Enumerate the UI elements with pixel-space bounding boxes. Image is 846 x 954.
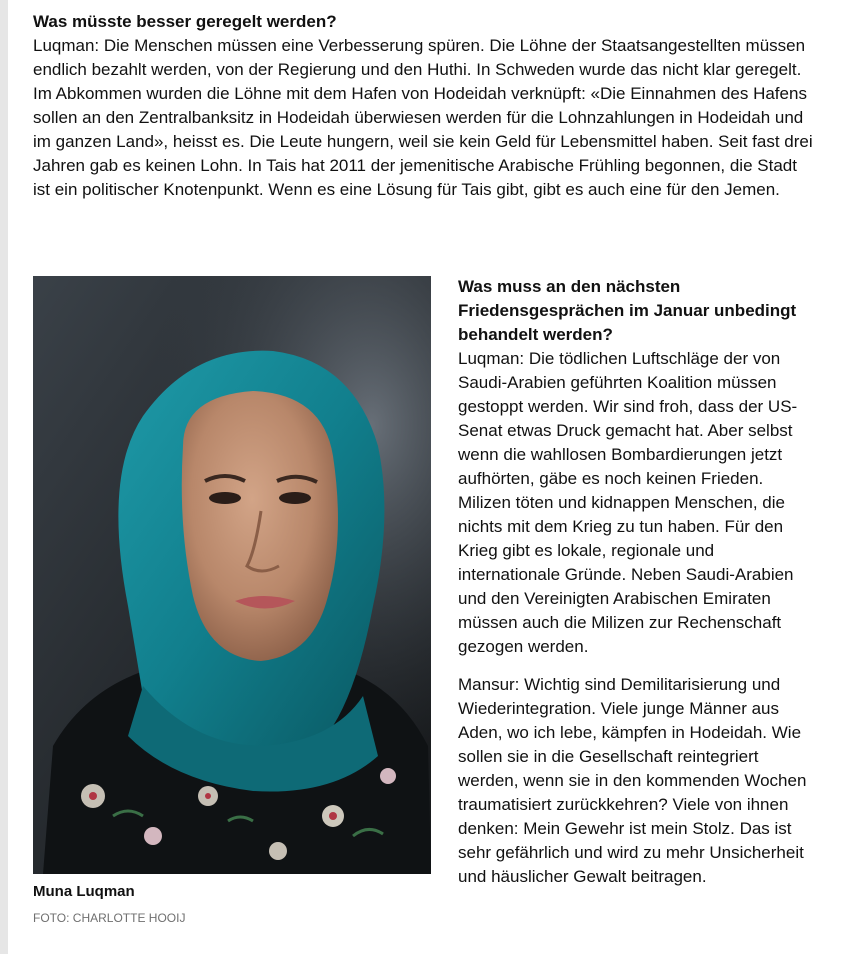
- portrait-figure: [33, 276, 431, 926]
- question-heading-salaries: Was müsste besser geregelt werden?: [33, 12, 337, 31]
- portrait-photo: [33, 276, 431, 874]
- answer-paragraph-luqman: Luqman: Die tödlichen Luftschläge der von Saudi-Arabien geführten Koalition müssen gestoppt werden. Wir sind froh, dass der US-Senat etwas Druck gemacht hat. Aber selbst wenn die wahllosen Bombardierungen jetzt aufhörten, gäbe es noch keinen Frieden. Milizen töten und kidnappen Menschen, die nichts mit dem Krieg zu tun haben. Für den Krieg gibt es lokale, regionale und internationale Gründe. Neben Saudi-Arabien und den Vereinigten Arabischen Emiraten müssen auch die Milizen zur Rechenschaft gezogen werden.: [458, 349, 798, 656]
- left-margin-rule: [0, 0, 8, 954]
- section-peace-talks: [458, 275, 818, 889]
- question-heading-peace-talks: Was muss an den nächsten Friedensgesprächen im Januar unbedingt behandelt werden?: [458, 277, 797, 344]
- photo-credit: FOTO: CHARLOTTE HOOIJ: [33, 911, 186, 925]
- answer-paragraph-salaries: Luqman: Die Menschen müssen eine Verbesserung spüren. Die Löhne der Staatsangestellten müssen endlich bezahlt werden, von der Regierung und den Huthi. In Schweden wurde das nicht klar geregelt. Im Abkommen wurden die Löhne mit dem Hafen von Hodeidah verknüpft: «Die Einnahmen des Hafens sollen an den Zentralbanksitz in Hodeidah überwiesen werden für die Lohnzahlungen in Hodeidah und im ganzen Land», heisst es. Die Leute hungern, weil sie kein Geld für Lebensmittel haben. Seit fast drei Jahren gab es keinen Lohn. In Tais hat 2011 der jemenitische Arabische Frühling begonnen, die Stadt ist ein politischer Knotenpunkt. Wenn es eine Lösung für Tais gibt, gibt es auch eine für den Jemen.: [33, 36, 813, 199]
- section-salaries: [33, 10, 813, 202]
- answer-paragraph-mansur: Mansur: Wichtig sind Demilitarisierung und Wiederintegration. Viele junge Männer aus Aden, wo ich lebe, kämpfen in Hodeidah. Wie sollen sie in die Gesellschaft reintegriert werden, wenn sie in den kommenden Wochen traumatisiert zurückkehren? Viele von ihnen denken: Mein Gewehr ist mein Stolz. Das ist sehr gefährlich und wird zu mehr Unsicherheit und häuslicher Gewalt beitragen.: [458, 675, 807, 886]
- caption-name: Muna Luqman: [33, 883, 135, 900]
